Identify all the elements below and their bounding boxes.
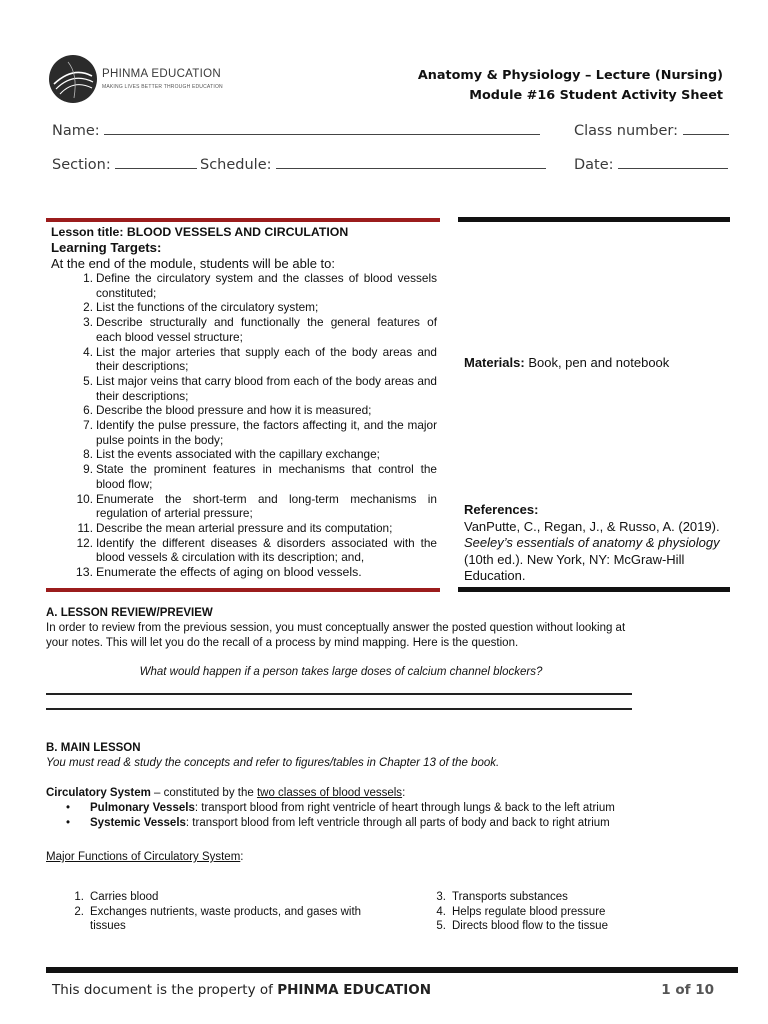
phinma-logo-icon bbox=[48, 54, 98, 104]
page-number: 1 of 10 bbox=[661, 982, 714, 998]
functions-list-right bbox=[408, 890, 668, 934]
functions-heading: Major Functions of Circulatory System: bbox=[46, 851, 244, 863]
references bbox=[464, 502, 730, 585]
list-item: 9. State the prominent features in mechanisms that control the blood flow; bbox=[83, 462, 437, 491]
list-item: 5. List major veins that carry blood from each of the body areas and their descriptions; bbox=[83, 373, 437, 403]
answer-line[interactable] bbox=[46, 693, 632, 695]
section-a-title: A. LESSON REVIEW/PREVIEW bbox=[46, 607, 213, 619]
date-label: Date: bbox=[574, 157, 614, 173]
class-number-field bbox=[574, 120, 729, 139]
date-blank[interactable] bbox=[618, 154, 728, 169]
learning-targets-heading: Learning Targets: bbox=[51, 240, 162, 255]
list-item: 5. Directs blood flow to the tissue bbox=[436, 920, 608, 932]
lesson-bottom-divider bbox=[46, 588, 440, 592]
materials bbox=[464, 355, 669, 370]
list-item: 8. List the events associated with the capillary exchange; bbox=[83, 447, 380, 462]
section-b-instruction: You must read & study the concepts and refer to figures/tables in Chapter 13 of the book. bbox=[46, 757, 500, 769]
lesson-top-divider bbox=[46, 218, 440, 222]
section-b-title: B. MAIN LESSON bbox=[46, 742, 141, 754]
lesson-title-label: Lesson title: bbox=[51, 225, 124, 239]
date-field bbox=[574, 154, 728, 173]
class-number-label: Class number: bbox=[574, 123, 678, 139]
reference-book-title: Seeley’s essentials of anatomy & physiology bbox=[464, 535, 720, 550]
reference-publisher: (10th ed.). New York, NY: McGraw-Hill Education. bbox=[464, 551, 685, 583]
logo-name: PHINMA EDUCATION bbox=[102, 68, 221, 80]
materials-text: Book, pen and notebook bbox=[528, 355, 670, 370]
list-item: • Pulmonary Vessels: transport blood from right ventricle of heart through lungs & back to the left atrium bbox=[66, 802, 615, 814]
list-item: 4. List the major arteries that supply each of the body areas and their descriptions; bbox=[83, 344, 437, 374]
list-item: 1. Carries blood bbox=[74, 891, 159, 903]
course-title: Anatomy & Physiology – Lecture (Nursing) bbox=[417, 68, 723, 83]
section-lesson-review bbox=[46, 606, 636, 680]
footer-divider bbox=[46, 967, 738, 973]
section-a-text: In order to review from the previous session, you must conceptually answer the posted question without looking at your notes. This will let you do the recall of a process by mind mapping. Here is the question. bbox=[46, 622, 626, 649]
list-item: 1. Define the circulatory system and the classes of blood vessels constituted; bbox=[83, 271, 437, 300]
functions-list-left bbox=[46, 890, 376, 934]
lesson-title bbox=[51, 225, 437, 239]
circulatory-system-term: Circulatory System bbox=[46, 787, 151, 799]
list-item: 7. Identify the pulse pressure, the factors affecting it, and the major pulse points in the body; bbox=[83, 418, 437, 447]
list-item: 12. Identify the different diseases & disorders associated with the blood vessels & circulation with its description; and, bbox=[76, 535, 437, 565]
list-item: 3. Describe structurally and functionally the general features of each blood vessel structure; bbox=[83, 315, 437, 344]
materials-top-divider bbox=[458, 217, 730, 222]
module-title: Module #16 Student Activity Sheet bbox=[469, 88, 723, 103]
class-number-blank[interactable] bbox=[683, 120, 729, 135]
lesson-box bbox=[51, 225, 437, 580]
footer-owner: PHINMA EDUCATION bbox=[277, 982, 432, 998]
section-field bbox=[52, 154, 197, 173]
list-item: 4. Helps regulate blood pressure bbox=[436, 905, 606, 918]
phinma-logo bbox=[48, 54, 228, 104]
circulatory-system-definition: Circulatory System – constituted by the two classes of blood vessels: bbox=[46, 787, 406, 799]
lesson-title-text: BLOOD VESSELS AND CIRCULATION bbox=[126, 225, 349, 239]
section-blank[interactable] bbox=[115, 154, 197, 169]
section-main-lesson bbox=[46, 741, 636, 865]
list-item: • Systemic Vessels: transport blood from left ventricle through all parts of body and back to right atrium bbox=[66, 817, 610, 829]
reference-authors: VanPutte, C., Regan, J., & Russo, A. (2019). bbox=[464, 518, 720, 534]
references-label: References: bbox=[464, 502, 539, 517]
name-label: Name: bbox=[52, 123, 100, 139]
name-field bbox=[52, 120, 540, 139]
review-question: What would happen if a person takes large doses of calcium channel blockers? bbox=[139, 666, 543, 678]
vessel-classes-link: two classes of blood vessels bbox=[256, 787, 403, 799]
document-header bbox=[418, 66, 723, 106]
schedule-field bbox=[200, 154, 546, 173]
list-item: 10. Enumerate the short-term and long-term mechanisms in regulation of arterial pressure; bbox=[76, 491, 437, 521]
materials-bottom-divider bbox=[458, 587, 730, 592]
section-label: Section: bbox=[52, 157, 111, 173]
learning-targets-list bbox=[51, 271, 437, 580]
schedule-label: Schedule: bbox=[200, 157, 272, 173]
materials-label: Materials: bbox=[464, 355, 525, 370]
list-item: 6. Describe the blood pressure and how it is measured; bbox=[83, 403, 372, 418]
logo-tagline: MAKING LIVES BETTER THROUGH EDUCATION bbox=[102, 84, 223, 90]
list-item: 2. Exchanges nutrients, waste products, and gases with tissues bbox=[74, 905, 362, 932]
footer-property-notice: This document is the property of PHINMA EDUCATION bbox=[52, 982, 432, 998]
list-item: 3. Transports substances bbox=[436, 891, 568, 903]
list-item: 2. List the functions of the circulatory system; bbox=[83, 300, 319, 315]
answer-line[interactable] bbox=[46, 708, 632, 710]
list-item: 13. Enumerate the effects of aging on blood vessels. bbox=[75, 565, 362, 580]
learning-targets-intro: At the end of the module, students will be able to: bbox=[51, 256, 336, 271]
name-blank[interactable] bbox=[104, 120, 540, 135]
schedule-blank[interactable] bbox=[276, 154, 546, 169]
vessel-classes-list bbox=[46, 801, 636, 831]
list-item: 11. Describe the mean arterial pressure and its computation; bbox=[77, 520, 393, 535]
